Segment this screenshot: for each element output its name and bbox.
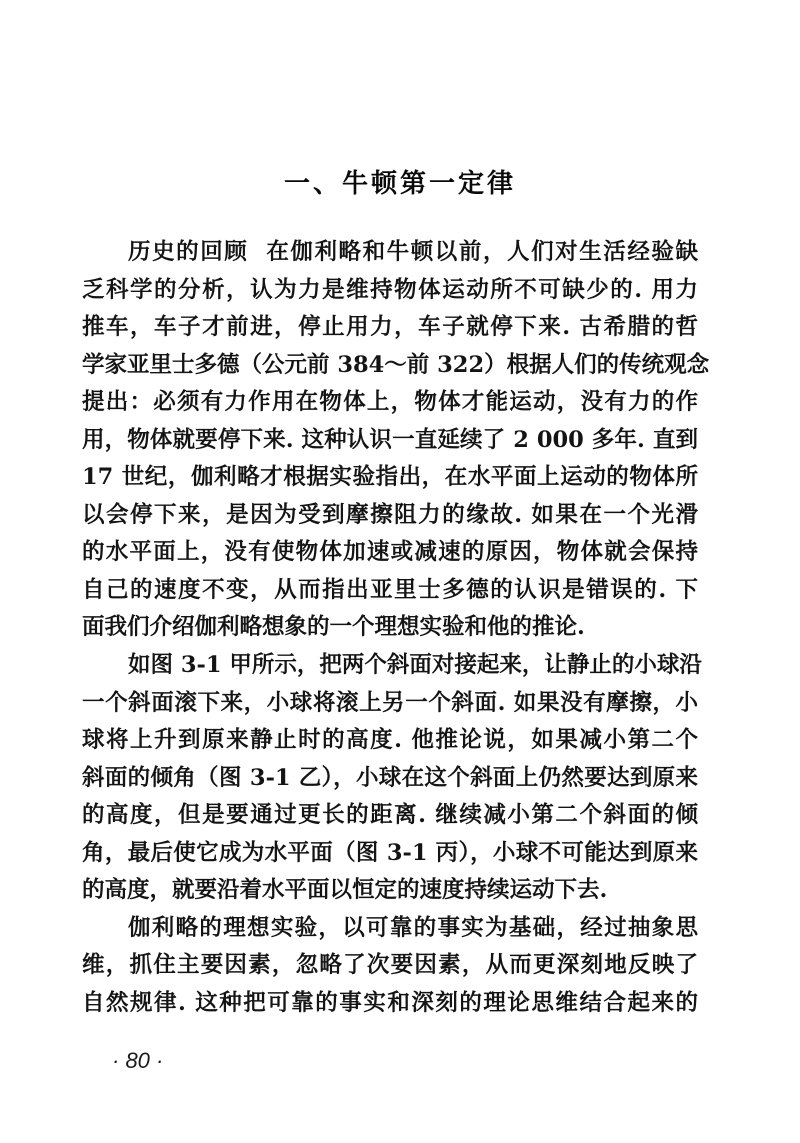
text-line: 推车，车子才前进，停止用力，车子就停下来. 古希腊的哲 [82,314,698,340]
text-line: 用，物体就要停下来. 这种认识一直延续了 2 000 多年. 直到 [82,427,698,453]
page-number: · 80 · [112,1048,164,1073]
text-line: 伽利略的理想实验，以可靠的事实为基础，经过抽象思 [128,915,698,941]
text-line: 角，最后使它成为水平面（图 3-1 丙），小球不可能达到原来 [82,840,698,866]
text-line: 以会停下来，是因为受到摩擦阻力的缘故. 如果在一个光滑 [82,502,698,528]
text-line: 的高度，就要沿着水平面以恒定的速度持续运动下去. [82,877,608,903]
text-line: 一个斜面滚下来，小球将滚上另一个斜面. 如果没有摩擦，小 [82,690,698,716]
text-run: 在伽利略和牛顿以前，人们对生活经验缺 [266,239,698,265]
text-line: 球将上升到原来静止时的高度. 他推论说，如果减小第二个 [82,727,698,753]
text-line: 17 世纪，伽利略才根据实验指出，在水平面上运动的物体所 [82,464,698,490]
text-line: 提出：必须有力作用在物体上，物体才能运动，没有力的作 [82,389,698,415]
text-line: 自己的速度不变，从而指出亚里士多德的认识是错误的. 下 [82,577,698,603]
text-line: 维，抓住主要因素，忽略了次要因素，从而更深刻地反映了 [82,952,698,978]
text-line: 乏科学的分析，认为力是维持物体运动所不可缺少的. 用力 [82,277,698,303]
text-line: 的水平面上，没有使物体加速或减速的原因，物体就会保持 [82,539,698,565]
text-line: 如图 3-1 甲所示，把两个斜面对接起来，让静止的小球沿 [128,652,702,678]
text-line: 斜面的倾角（图 3-1 乙），小球在这个斜面上仍然要达到原来 [82,765,698,791]
chapter-title: 一、牛顿第一定律 [283,169,516,199]
text-line: 的高度，但是要通过更长的距离. 继续减小第二个斜面的倾 [82,802,698,828]
text-line: 自然规律. 这种把可靠的事实和深刻的理论思维结合起来的 [82,990,698,1016]
text-line [128,237,698,267]
text-line: 学家亚里士多德（公元前 384～前 322）根据人们的传统观念 [82,352,710,378]
section-heading: 历史的回顾 [128,239,249,265]
text-line: 面我们介绍伽利略想象的一个理想实验和他的推论. [82,614,585,640]
